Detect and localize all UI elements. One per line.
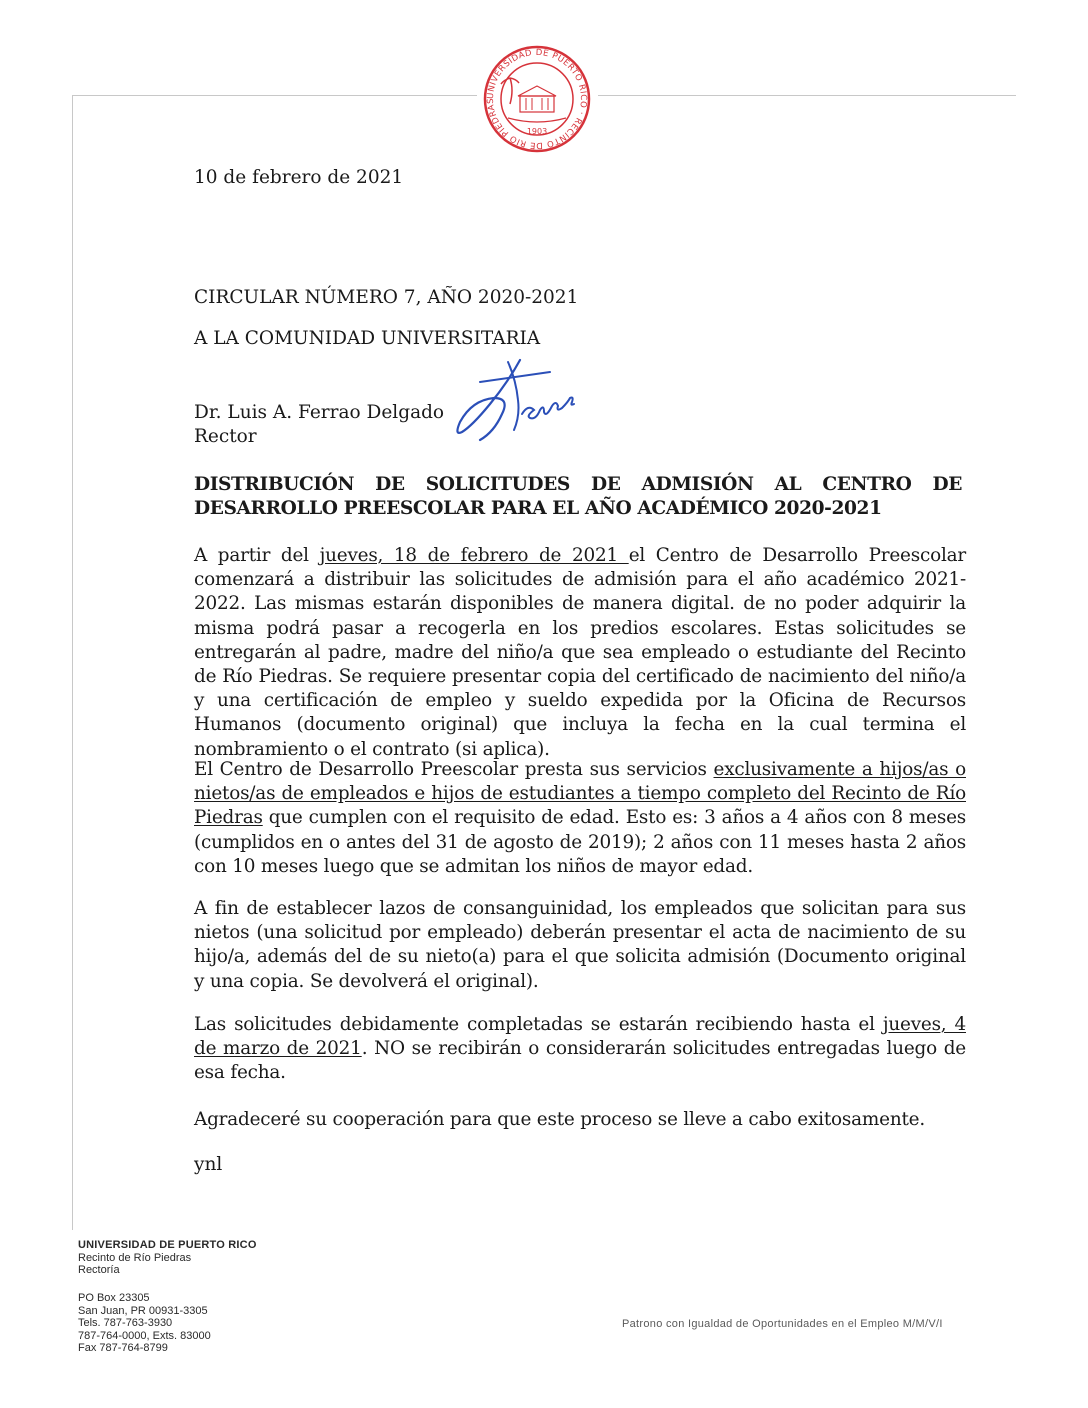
typist-initials: ynl	[194, 1154, 223, 1175]
circular-number: CIRCULAR NÚMERO 7, AÑO 2020-2021	[194, 287, 579, 308]
paragraph-3: A fin de establecer lazos de consanguinidad, los empleados que solicitan para sus nietos (una solicitud por empleado) deberán presentar el acta de nacimiento de su hijo/a, además del de su nieto(a) para el que solicita admisión (Documento original y una copia. Se devolverá el original).	[194, 898, 966, 992]
svg-text:UNIVERSIDAD DE PUERTO RICO · R: UNIVERSIDAD DE PUERTO RICO · RECINTO DE RÍO PIEDRAS	[485, 47, 589, 151]
footer-tels-ext: 787-764-0000, Exts. 83000	[78, 1329, 211, 1342]
p1-text-b: el Centro de Desarrollo Preescolar comenzará a distribuir las solicitudes de admisión para el año académico 2021-2022. Las mismas estarán disponibles de manera digital. de no poder adquirir la misma podrá pasar a recogerla en los predios escolares. Estas solicitudes se entregarán al padre, madre del niño/a que sea empleado o estudiante del Recinto de Río Piedras. Se requiere presentar copia del certificado de nacimiento del niño/a y una certificación de empleo y sueldo expedida por la Oficina de Recursos Humanos (documento original) que incluya la fecha en la cual termina el nombramiento o el contrato (si aplica).	[194, 545, 966, 760]
footer-campus: Recinto de Río Piedras	[78, 1251, 192, 1264]
paragraph-1	[194, 544, 966, 762]
p4-text-a: Las solicitudes debidamente completadas se estarán recibiendo hasta el	[194, 1014, 883, 1035]
footer-city: San Juan, PR 00931-3305	[78, 1304, 208, 1317]
p1-underlined-date: jueves, 18 de febrero de 2021	[319, 545, 629, 566]
footer-institution	[78, 1239, 257, 1277]
heading-line-2: DESARROLLO PREESCOLAR PARA EL AÑO ACADÉMICO 2020-2021	[194, 498, 882, 519]
footer-contact	[78, 1292, 211, 1355]
margin-rule-top-right	[598, 95, 1016, 96]
svg-text:1903: 1903	[526, 127, 548, 136]
p2-text-b: que cumplen con el requisito de edad. Esto es: 3 años a 4 años con 8 meses (cumplidos en o antes del 31 de agosto de 2019); 2 años con 11 meses hasta 2 años con 10 meses luego que se admitan los niños de mayor edad.	[194, 807, 966, 877]
footer-po-box: PO Box 23305	[78, 1292, 150, 1304]
footer-office: Rectoría	[78, 1264, 120, 1276]
audience-line: A LA COMUNIDAD UNIVERSITARIA	[194, 328, 541, 349]
p4-underlined-date: jueves, 4 de marzo de 2021	[194, 1014, 966, 1060]
sender-title: Rector	[194, 426, 257, 447]
p2-underlined-text: exclusivamente a hijos/as o nietos/as de empleados e hijos de estudiantes a tiempo completo del Recinto de Río Piedras	[194, 759, 966, 829]
heading-line-1: DISTRIBUCIÓN DE SOLICITUDES DE ADMISIÓN AL CENTRO DE	[194, 474, 962, 495]
paragraph-5: Agradeceré su cooperación para que este proceso se lleve a cabo exitosamente.	[194, 1109, 925, 1130]
sender-block	[194, 401, 444, 449]
margin-rule-top	[72, 95, 477, 96]
footer-fax: Fax 787-764-8799	[78, 1342, 168, 1354]
margin-rule-left	[72, 95, 73, 1230]
letter-date: 10 de febrero de 2021	[194, 167, 404, 188]
p4-text-b: . NO se recibirán o considerarán solicitudes entregadas luego de esa fecha.	[194, 1038, 966, 1084]
university-seal-icon	[482, 44, 592, 154]
paragraph-4	[194, 1013, 966, 1086]
p1-text-a: A partir del	[194, 545, 320, 566]
footer-tels: Tels. 787-763-3930	[78, 1317, 173, 1329]
signature-icon	[450, 352, 600, 452]
equal-opportunity-statement: Patrono con Igualdad de Oportunidades en el Empleo M/M/V/I	[622, 1318, 943, 1330]
paragraph-2	[194, 758, 966, 879]
p2-text-a: El Centro de Desarrollo Preescolar presta sus servicios	[194, 759, 714, 780]
sender-name: Dr. Luis A. Ferrao Delgado	[194, 402, 445, 423]
footer-org: UNIVERSIDAD DE PUERTO RICO	[78, 1239, 257, 1251]
letter-heading	[194, 473, 962, 521]
